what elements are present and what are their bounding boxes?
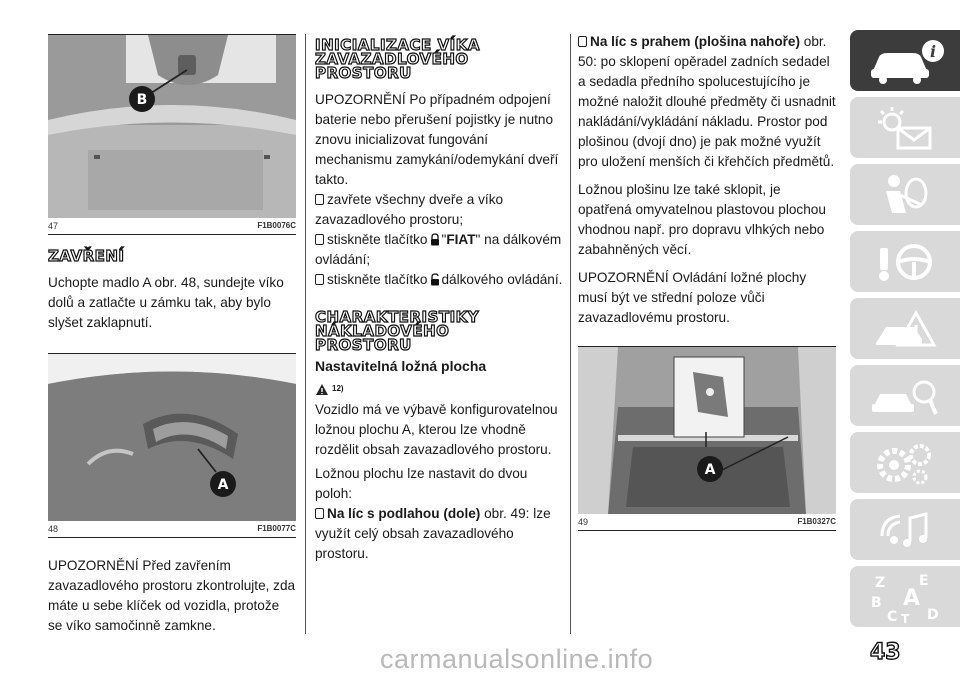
alphabet-index-icon: [865, 569, 945, 625]
tab-multimedia[interactable]: [850, 499, 960, 560]
heading-init: [315, 38, 567, 80]
index-letter: T: [901, 611, 910, 625]
column-divider: [570, 34, 571, 634]
option-threshold-level: [578, 32, 836, 172]
init-step-3-tail: dálkového ovládání.: [441, 272, 563, 287]
init-step-1: [315, 190, 567, 230]
close-paragraph: Uchopte madlo A obr. 48, sundejte víko dolů a zatlačte u zámku tak, aby bylo slyšet zaklapnutí.: [48, 275, 284, 330]
init-step-3-text: stiskněte tlačítko: [327, 272, 428, 287]
init-step-3: [315, 270, 567, 290]
init-step-2: [315, 230, 567, 270]
tab-technical-data[interactable]: [850, 432, 960, 493]
init-step-2-text: stiskněte tlačítko: [327, 232, 428, 247]
index-letter: E: [919, 572, 929, 589]
column-1: [48, 0, 296, 636]
figure-49: [578, 346, 836, 514]
airbag-seat-icon: [870, 171, 940, 219]
column-divider: [305, 34, 306, 634]
checkbox-bullet-icon: [315, 508, 324, 519]
reference-note: [315, 378, 567, 396]
option-floor-text: lze využít celý obsah zavazadlového prostoru.: [315, 506, 551, 561]
key-steering-icon: [870, 238, 940, 286]
checkbox-bullet-icon: [315, 194, 324, 205]
reference-number: 12): [332, 384, 344, 393]
brand-label: FIAT: [446, 232, 476, 247]
heading-char-line3: PROSTORU: [315, 336, 412, 354]
heading-init-line1: INICIALIZACE VÍKA: [315, 36, 480, 54]
chapter-sidebar: [850, 30, 960, 633]
tab-safety[interactable]: [850, 164, 960, 225]
page-number: 43: [870, 640, 901, 665]
index-letter: B: [871, 594, 882, 611]
checkbox-bullet-icon: [578, 36, 587, 47]
figure-number: 48: [48, 524, 59, 534]
char-paragraph-2: Ložnou plochu lze nastavit do dvou poloh:: [315, 466, 528, 501]
init-step-1-text: zavřete všechny dveře a víko zavazadlového prostoru;: [315, 192, 504, 227]
init-step-2-tail: " na dálkovém ovládání;: [315, 232, 562, 267]
trunk-lock-illustration: [48, 35, 296, 218]
tab-car-info[interactable]: [850, 30, 960, 91]
trunk-handle-illustration: [48, 354, 296, 521]
column-3: [578, 0, 836, 531]
heading-init-line3: PROSTORU: [315, 64, 412, 82]
watermark: carmanualsonline.info: [380, 644, 654, 674]
index-letter: C: [887, 608, 898, 625]
checkbox-bullet-icon: [315, 274, 324, 285]
tab-maintenance[interactable]: [850, 365, 960, 426]
col3-warning: UPOZORNĚNÍ Ovládání ložné plochy musí být ve střední poloze vůči zavazadlovému prostoru.: [578, 270, 807, 325]
warning-before-close: UPOZORNĚNÍ Před zavřením zavazadlového prostoru zkontrolujte, zda máte u sebe klíček od vozidla, protože se víko samočinně zamkne.: [48, 558, 296, 633]
char-paragraph-1: Vozidlo má ve výbavě konfigurovatelnou ložnou plochu A, kterou lze vhodně rozdělit obsah zavazadlového prostoru.: [315, 402, 558, 457]
option-floor-level: [315, 504, 567, 564]
car-info-icon: [865, 37, 945, 85]
figure-number: 47: [48, 221, 59, 231]
subheading-load-floor: Nastavitelná ložná plocha: [315, 358, 487, 374]
tab-lights-messages[interactable]: [850, 97, 960, 158]
index-letter: A: [903, 585, 921, 611]
figure-47-callout: B: [136, 92, 148, 108]
figure-49-callout: A: [704, 462, 716, 478]
load-floor-illustration: [578, 347, 836, 514]
figure-47: [48, 34, 296, 218]
tab-index[interactable]: [850, 566, 960, 627]
gears-icon: [870, 439, 940, 487]
option-threshold-text: obr. 50: po sklopení opěradel zadních sedadel a sedadla předního spolucestujícího je možné naložit dlouhé předměty či usnadnit nakládání/vykládání nákladu. Prostor pod plošinou (dvojí dno) je pak možné využít pro uložení menších či křehčích předmětů.: [578, 34, 836, 169]
heading-close: ZAVŘENÍ: [48, 247, 125, 265]
checkbox-bullet-icon: [315, 234, 324, 245]
heading-char-line1: CHARAKTERISTIKY: [315, 308, 480, 326]
option-floor-ref: obr. 49:: [484, 506, 530, 521]
figure-48-callout: A: [217, 477, 229, 493]
heading-init-line2: ZAVAZADLOVÉHO: [315, 50, 469, 68]
figure-48-caption: [48, 521, 296, 538]
index-letter: D: [927, 606, 939, 623]
svg-text:i: i: [929, 41, 937, 61]
column-2: [315, 0, 567, 564]
figure-47-caption: [48, 218, 296, 235]
tab-starting-driving[interactable]: [850, 231, 960, 292]
figure-code: F1B0076C: [257, 221, 296, 230]
figure-48: [48, 353, 296, 521]
warning-crash-icon: [870, 305, 940, 353]
figure-code: F1B0327C: [797, 517, 836, 526]
index-letter: Z: [875, 574, 886, 591]
car-service-icon: [870, 372, 940, 420]
heading-char: [315, 310, 567, 352]
heading-char-line2: NÁKLADOVÉHO: [315, 322, 450, 340]
col3-paragraph: Ložnou plošinu lze také sklopit, je opatřená omyvatelnou plastovou plochou vhodnou např. pro dopravu vlhkých nebo zabahněných věcí.: [578, 182, 826, 257]
option-floor-title: Na líc s podlahou (dole): [327, 506, 481, 521]
init-paragraph: UPOZORNĚNÍ Po případném odpojení baterie nebo přerušení pojistky je nutno znovu inicializovat fungování mechanismu zamykání/odemykání dveří takto.: [315, 92, 559, 187]
quote-mark: ": [441, 232, 447, 247]
warning-triangle-icon: [315, 383, 329, 396]
multimedia-icon: [870, 506, 940, 554]
figure-49-caption: [578, 514, 836, 531]
option-threshold-title: Na líc s prahem (plošina nahoře): [590, 34, 800, 49]
unlock-icon: [430, 273, 440, 286]
lights-message-icon: [870, 104, 940, 152]
tab-emergency[interactable]: [850, 298, 960, 359]
figure-code: F1B0077C: [257, 524, 296, 533]
lock-icon: [430, 233, 440, 246]
figure-number: 49: [578, 517, 589, 527]
